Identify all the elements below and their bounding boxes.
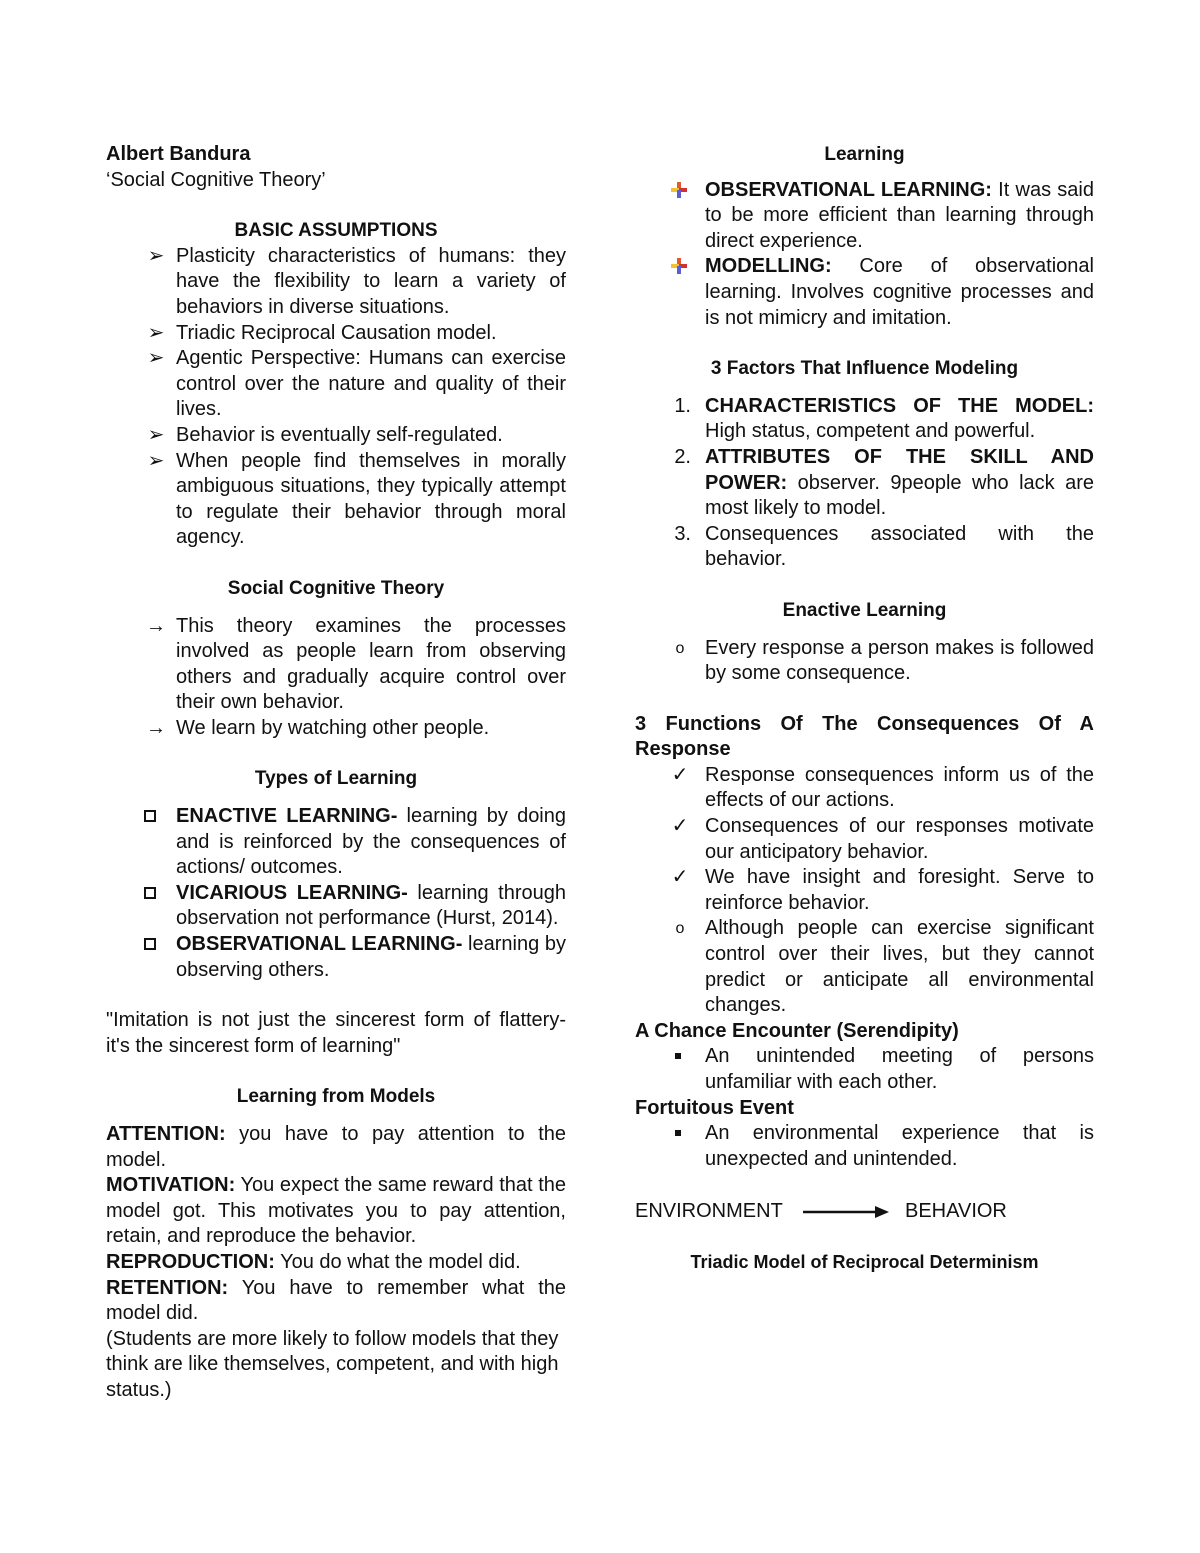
list-item: → We learn by watching other people. [106, 716, 566, 742]
environment-behavior-relation [635, 1199, 1094, 1225]
list-item: ➢ Agentic Perspective: Humans can exercise control over the nature and quality of their lives. [106, 346, 566, 423]
checkmark-bullet-icon: ✓ [671, 866, 689, 889]
quote: "Imitation is not just the sincerest form of flattery- it's the sincerest form of learning" [106, 1009, 566, 1057]
four-color-plus-bullet-icon [669, 180, 689, 200]
factors-heading: 3 Factors That Influence Modeling [710, 358, 1019, 380]
list-item: An unintended meeting of persons unfamiliar with each other. [635, 1044, 1094, 1095]
checkbox-bullet-icon [144, 938, 156, 950]
list-item: 1. CHARACTERISTICS OF THE MODEL: High status, competent and powerful. [674, 394, 1094, 443]
list-item: → This theory examines the processes involved as people learn from observing others and gradually acquire control over their own behavior. [146, 614, 566, 714]
learning-heading: Learning [824, 144, 905, 165]
arrowhead-bullet-icon: ➢ [147, 321, 165, 344]
list-item: o Every response a person makes is followed by some consequence. [635, 636, 1094, 687]
list-item: 3. Consequences associated with the behavior. [674, 522, 1094, 571]
list-item: ✓ Response consequences inform us of the effects of our actions. [635, 763, 1094, 814]
list-item: An environmental experience that is unexpected and unintended. [635, 1121, 1094, 1172]
four-color-plus-bullet-icon [669, 256, 689, 276]
types-heading: Types of Learning [254, 768, 418, 790]
list-item: MODELLING: Core of observational learning. Involves cognitive processes and is not mimicry and imitation. [635, 254, 1094, 331]
factors-list [635, 394, 1094, 573]
models-heading: Learning from Models [236, 1086, 436, 1108]
right-column [635, 142, 1094, 1276]
right-arrow-icon [801, 1203, 891, 1221]
list-item: OBSERVATIONAL LEARNING: It was said to be more efficient than learning through direct experience. [635, 178, 1094, 255]
circle-bullet-icon: o [675, 639, 685, 657]
doc-title: Albert Bandura [106, 143, 251, 165]
sct-list [106, 614, 566, 742]
list-item: OBSERVATIONAL LEARNING- learning by observing others. [106, 932, 566, 983]
enactive-list [635, 636, 1094, 687]
list-item: VICARIOUS LEARNING- learning through observation not performance (Hurst, 2014). [106, 881, 566, 932]
list-item: ➢ When people find themselves in morally ambiguous situations, they typically attempt to regulate their behavior through moral agency. [106, 449, 566, 551]
chance-heading: A Chance Encounter (Serendipity) [635, 1019, 959, 1042]
types-list [106, 804, 566, 983]
environment-label: ENVIRONMENT [635, 1200, 783, 1223]
checkbox-bullet-icon [144, 887, 156, 899]
checkmark-bullet-icon: ✓ [671, 763, 689, 786]
basic-assumptions-list [106, 244, 566, 551]
enactive-heading: Enactive Learning [782, 599, 947, 621]
list-item: ➢ Triadic Reciprocal Causation model. [106, 321, 566, 347]
left-column [106, 142, 566, 1404]
chance-list [635, 1044, 1094, 1095]
arrowhead-bullet-icon: ➢ [147, 244, 165, 267]
arrowhead-bullet-icon: ➢ [147, 449, 165, 472]
models-retention: RETENTION: You have to remember what the model did. [106, 1276, 566, 1325]
checkbox-bullet-icon [144, 810, 156, 822]
basic-assumptions-heading: BASIC ASSUMPTIONS [234, 220, 438, 242]
models-reproduction: REPRODUCTION: You do what the model did. [106, 1250, 521, 1273]
square-bullet-icon [675, 1053, 681, 1059]
list-item: 2. ATTRIBUTES OF THE SKILL AND POWER: observer. 9people who lack are most likely to model. [674, 445, 1094, 520]
learning-list [635, 178, 1094, 332]
list-item: ➢ Plasticity characteristics of humans: they have the flexibility to learn a variety of behaviors in diverse situations. [106, 244, 566, 321]
arrowhead-bullet-icon: ➢ [147, 347, 165, 370]
fortuitous-heading: Fortuitous Event [635, 1096, 794, 1119]
arrow-bullet-icon: → [146, 614, 166, 637]
list-item: ➢ Behavior is eventually self-regulated. [106, 423, 566, 449]
list-item: ENACTIVE LEARNING- learning by doing and is reinforced by the consequences of actions/ outcomes. [106, 804, 566, 881]
diagram-title: Triadic Model of Reciprocal Determinism [690, 1252, 1039, 1273]
list-item: ✓ Consequences of our responses motivate our anticipatory behavior. [635, 814, 1094, 865]
checkmark-bullet-icon: ✓ [671, 815, 689, 838]
arrowhead-bullet-icon: ➢ [147, 423, 165, 446]
doc-subtitle: ‘Social Cognitive Theory’ [106, 168, 326, 191]
sct-heading: Social Cognitive Theory [227, 577, 445, 599]
square-bullet-icon [675, 1130, 681, 1136]
functions-list [635, 763, 1094, 1019]
behavior-label: BEHAVIOR [905, 1200, 1007, 1223]
models-note: (Students are more likely to follow models that they think are like themselves, competent, and with high status.) [106, 1327, 559, 1401]
models-attention: ATTENTION: you have to pay attention to the model. [106, 1123, 566, 1171]
arrow-bullet-icon: → [146, 716, 166, 739]
fortuitous-list [635, 1121, 1094, 1172]
models-motivation: MOTIVATION: You expect the same reward that the model got. This motivates you to pay attention, retain, and reproduce the behavior. [106, 1174, 566, 1248]
circle-bullet-icon: o [675, 920, 685, 938]
list-item: o Although people can exercise significant control over their lives, but they cannot predict or anticipate all environmental changes. [635, 916, 1094, 1018]
functions-heading: 3 Functions Of The Consequences Of A Response [635, 712, 1094, 761]
list-item: ✓ We have insight and foresight. Serve to reinforce behavior. [635, 865, 1094, 916]
